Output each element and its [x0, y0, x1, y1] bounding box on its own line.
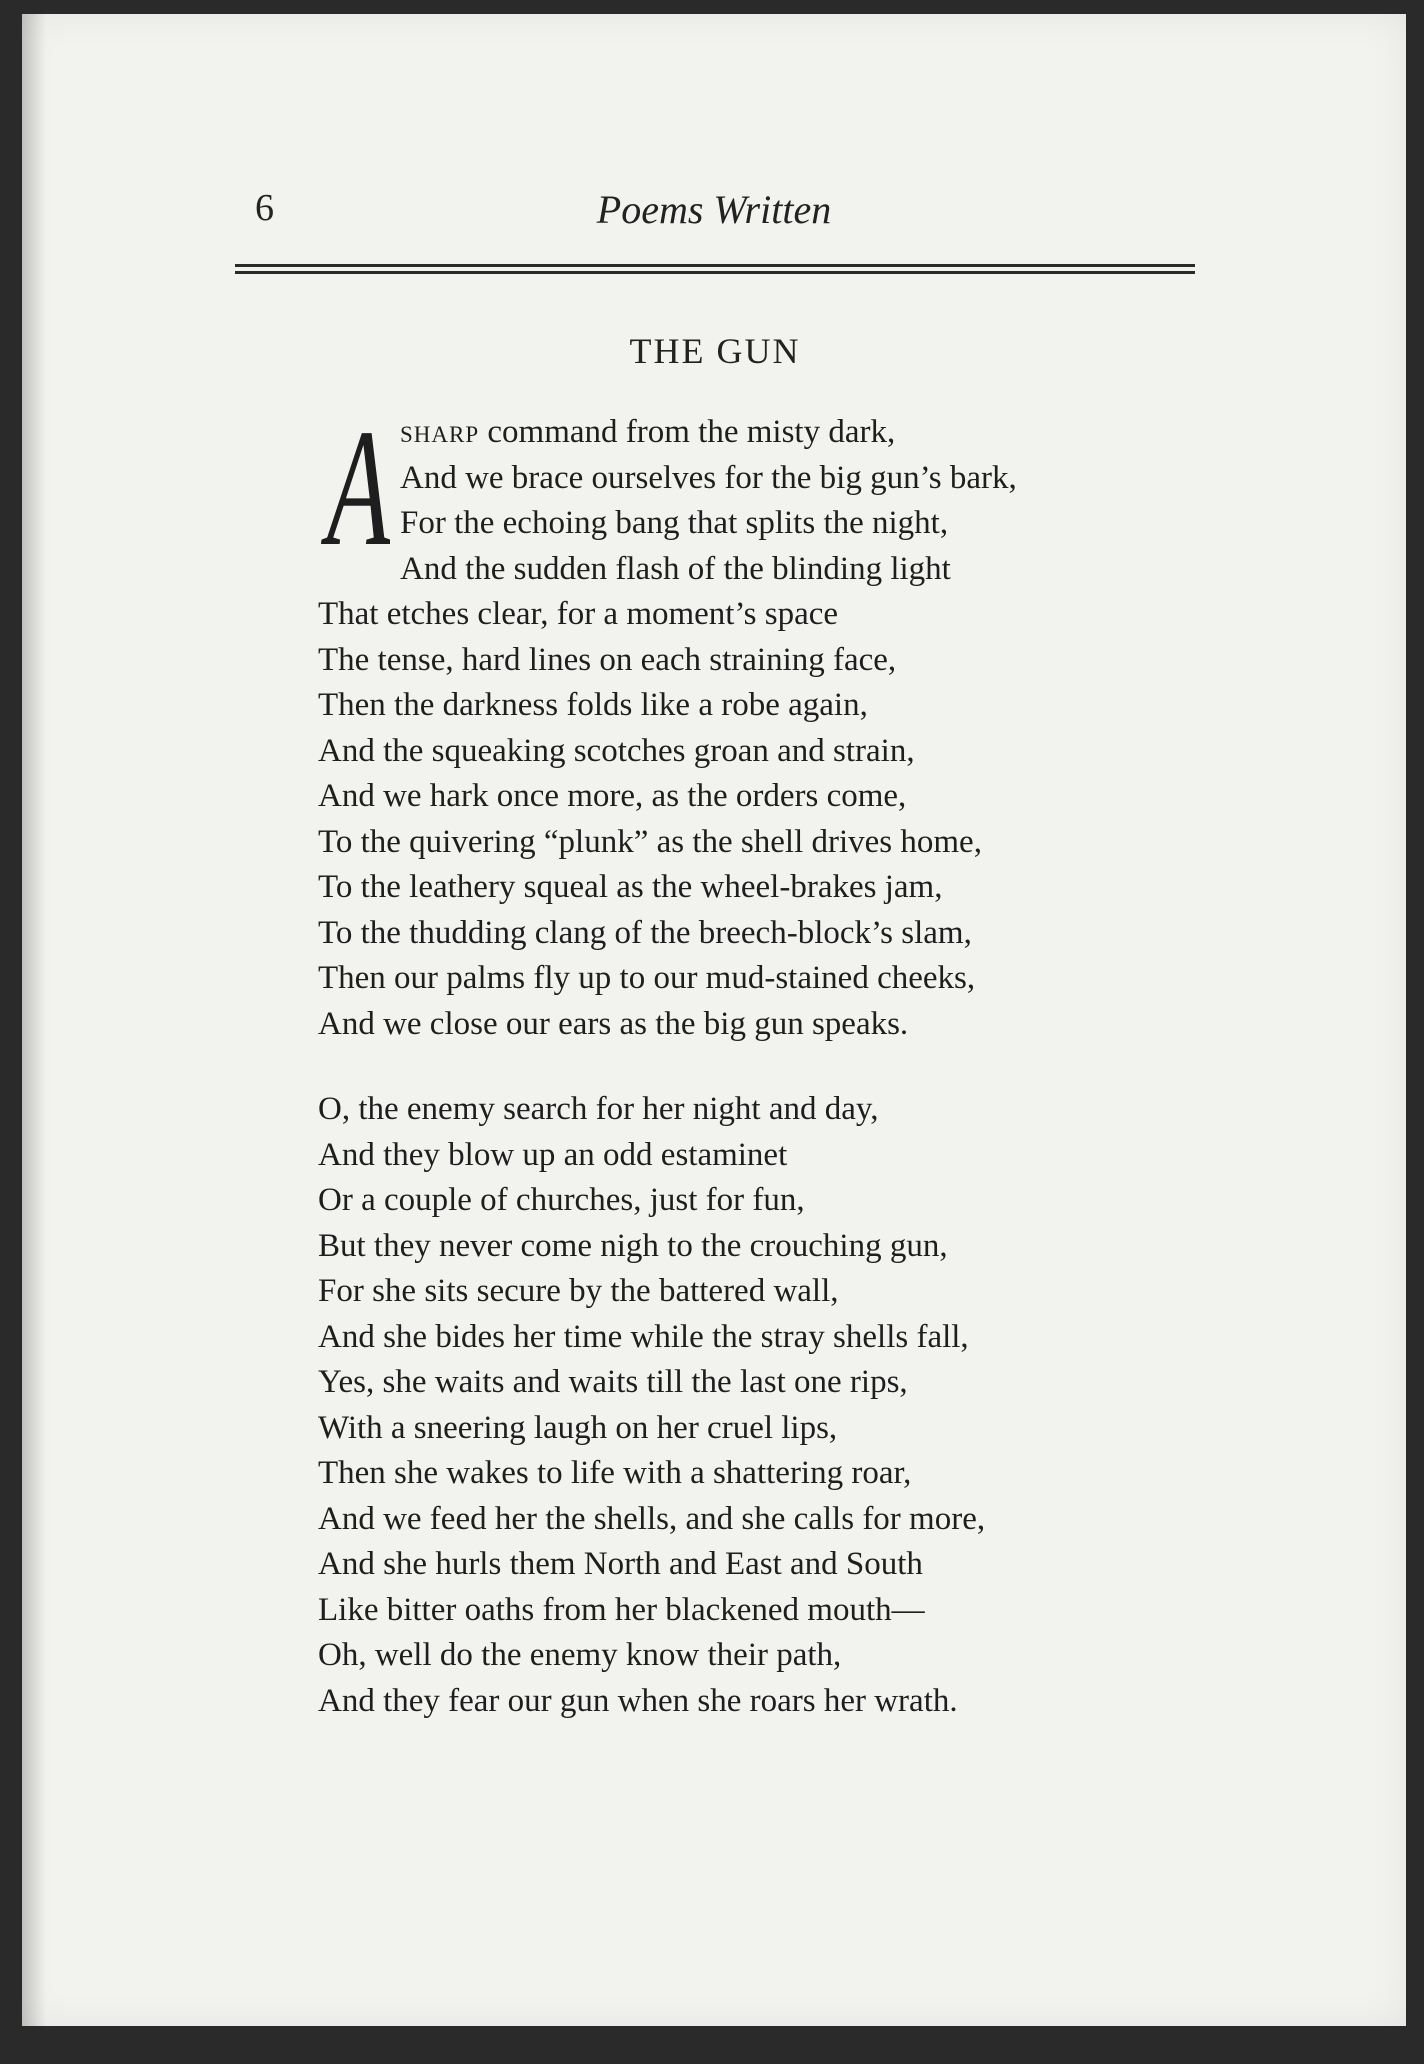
poem-line: And we hark once more, as the orders come,	[318, 778, 907, 814]
stanza-2	[318, 1087, 1218, 1724]
poem-line: That etches clear, for a moment’s space	[318, 596, 839, 632]
poem-line: Then our palms fly up to our mud-stained cheeks,	[318, 960, 976, 996]
poem-line: But they never come nigh to the crouching gun,	[318, 1227, 948, 1264]
poem-body	[318, 410, 1218, 1724]
poem-line: And we feed her the shells, and she calls for more,	[318, 1500, 986, 1537]
poem-line: And we brace ourselves for the big gun’s bark,	[400, 459, 1017, 496]
poem-line: O, the enemy search for her night and day,	[318, 1091, 879, 1127]
poem-line: And she bides her time while the stray shells fall,	[318, 1318, 969, 1355]
header-rule-bottom	[235, 271, 1195, 274]
drop-cap-letter: A	[326, 410, 390, 570]
poem-line: With a sneering laugh on her cruel lips,	[318, 1409, 838, 1446]
poem-line: The tense, hard lines on each straining face,	[318, 641, 897, 678]
poem-line: For the echoing bang that splits the night,	[400, 505, 949, 541]
poem-line: To the leathery squeal as the wheel-brakes jam,	[318, 869, 943, 905]
page-header	[235, 176, 1193, 236]
drop-cap-a	[318, 410, 390, 570]
stanza-1	[318, 410, 1218, 1047]
poem-line: Then the darkness folds like a robe again,	[318, 687, 868, 723]
poem-line: And they fear our gun when she roars her wrath.	[318, 1682, 958, 1719]
header-double-rule	[235, 264, 1195, 276]
poem-line: Yes, she waits and waits till the last one rips,	[318, 1364, 908, 1400]
poem-title: THE GUN	[629, 331, 801, 371]
poem-line: For she sits secure by the battered wall,	[318, 1273, 839, 1309]
poem-line: To the thudding clang of the breech-block’s slam,	[318, 914, 972, 951]
poem-line: And she hurls them North and East and South	[318, 1546, 923, 1582]
poem-line: To the quivering “plunk” as the shell drives home,	[318, 823, 982, 860]
opening-smallcaps: sharp	[400, 414, 480, 450]
poem-line: Then she wakes to life with a shattering roar,	[318, 1455, 912, 1491]
poem-line: Or a couple of churches, just for fun,	[318, 1182, 805, 1218]
opening-line-rest: command from the misty dark,	[479, 414, 896, 450]
page-gutter-shadow	[22, 14, 46, 2026]
header-rule-top	[235, 264, 1195, 267]
poem-line: And we close our ears as the big gun speaks.	[318, 1005, 909, 1042]
poem-line: And the sudden flash of the blinding light	[400, 550, 951, 587]
poem-line: Oh, well do the enemy know their path,	[318, 1637, 842, 1673]
running-title: Poems Written	[596, 187, 832, 232]
poem-line: Like bitter oaths from her blackened mouth—	[318, 1591, 925, 1628]
poem-line: And the squeaking scotches groan and strain,	[318, 732, 915, 769]
page-number: 6	[255, 187, 274, 229]
poem-line: And they blow up an odd estaminet	[318, 1136, 788, 1173]
poem-line	[318, 410, 1218, 456]
